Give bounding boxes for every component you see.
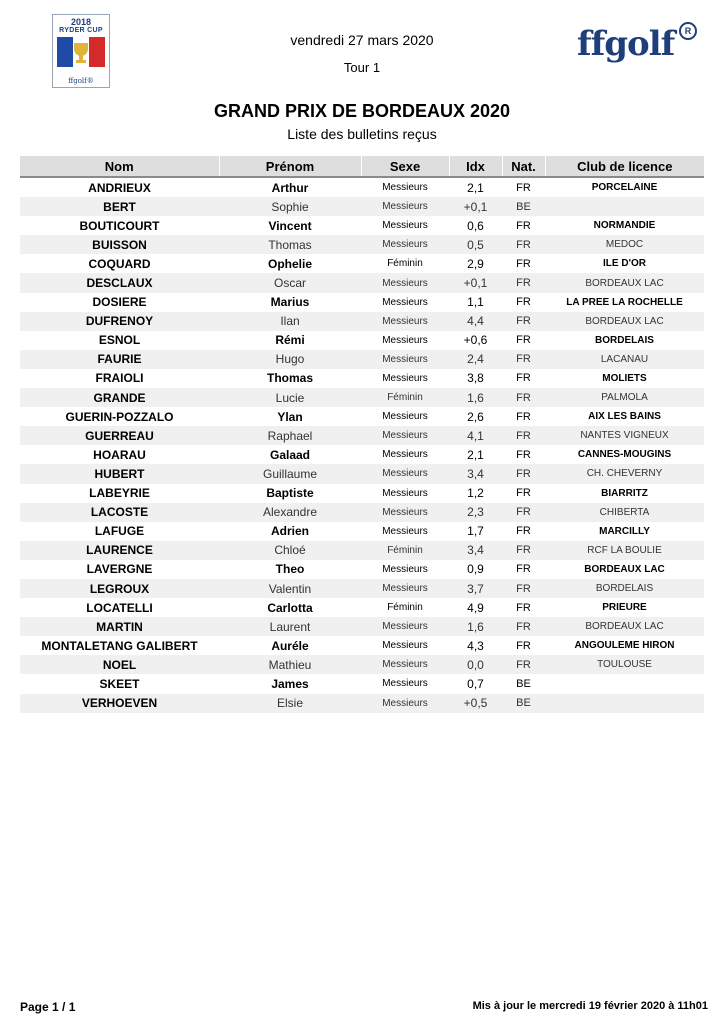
cell-nom: LABEYRIE <box>89 486 150 501</box>
cell-nat: FR <box>502 312 545 331</box>
cell-nom: LOCATELLI <box>86 600 153 615</box>
cell-nom: GUERREAU <box>20 426 219 445</box>
cell-sexe: Messieurs <box>382 487 428 499</box>
cell-nat: FR <box>516 410 531 423</box>
cell-nom: GRANDE <box>20 388 219 407</box>
table-row <box>20 216 704 235</box>
cell-club: MARCILLY <box>599 525 650 537</box>
cell-prenom: Auréle <box>271 638 309 653</box>
cell-sexe: Messieurs <box>361 235 449 254</box>
table-row <box>20 503 704 522</box>
cell-idx: 3,7 <box>449 579 502 598</box>
cell-nat: FR <box>516 296 531 309</box>
cell-nom: HOARAU <box>93 447 146 462</box>
cell-prenom: Marius <box>270 295 310 310</box>
cell-nat: FR <box>502 541 545 560</box>
cell-nom: DOSIERE <box>92 295 147 310</box>
table-row <box>20 522 704 541</box>
cell-club <box>545 694 704 713</box>
cell-prenom: Hugo <box>219 350 361 369</box>
table-row <box>20 177 704 197</box>
cell-prenom: Laurent <box>219 617 361 636</box>
cell-idx: 0,0 <box>449 655 502 674</box>
cell-nat: FR <box>502 235 545 254</box>
cell-club: MEDOC <box>545 235 704 254</box>
registered-mark-icon: R <box>679 22 697 40</box>
cell-nom: VERHOEVEN <box>20 694 219 713</box>
cell-sexe: Messieurs <box>382 372 428 384</box>
column-header-club: Club de licence <box>545 156 704 177</box>
cell-nat: FR <box>516 487 531 500</box>
cell-sexe: Messieurs <box>382 449 428 461</box>
cell-nom: BERT <box>20 197 219 216</box>
column-header-idx: Idx <box>449 156 502 177</box>
cell-idx: 2,1 <box>467 180 484 195</box>
cell-nat: BE <box>502 694 545 713</box>
cell-prenom: Arthur <box>271 180 309 195</box>
cell-club: BORDELAIS <box>545 579 704 598</box>
cell-sexe: Messieurs <box>361 197 449 216</box>
cell-prenom: Guillaume <box>219 464 361 483</box>
trophy-flag-icon <box>57 37 105 67</box>
cell-club: MOLIETS <box>602 372 647 384</box>
cell-club: BIARRITZ <box>601 487 648 499</box>
cell-nat: FR <box>516 372 531 385</box>
cell-nat: FR <box>516 181 531 194</box>
cell-prenom: Raphael <box>219 426 361 445</box>
cell-club: TOULOUSE <box>545 655 704 674</box>
table-row <box>20 197 704 216</box>
cell-nom: DESCLAUX <box>20 273 219 292</box>
cell-club: ANGOULEME HIRON <box>574 640 675 652</box>
cell-nat: FR <box>516 448 531 461</box>
cell-club: NANTES VIGNEUX <box>545 426 704 445</box>
cell-sexe: Féminin <box>361 541 449 560</box>
cell-prenom: Galaad <box>269 447 311 462</box>
table-row <box>20 674 704 693</box>
cell-nat: FR <box>516 525 531 538</box>
cell-sexe: Messieurs <box>361 426 449 445</box>
cell-prenom: Carlotta <box>267 600 313 615</box>
ffgolf-logo <box>577 22 697 72</box>
cell-nom: BUISSON <box>20 235 219 254</box>
cell-nat: FR <box>502 464 545 483</box>
cell-nom: LAFUGE <box>94 524 145 539</box>
cell-sexe: Messieurs <box>382 525 428 537</box>
cell-sexe: Messieurs <box>361 694 449 713</box>
cell-prenom: Chloé <box>219 541 361 560</box>
cell-club: BORDEAUX LAC <box>545 312 704 331</box>
cell-club: PALMOLA <box>545 388 704 407</box>
cell-club <box>545 197 704 216</box>
cell-sexe: Messieurs <box>382 334 428 346</box>
cell-nat: FR <box>502 350 545 369</box>
cell-nom: MONTALETANG GALIBERT <box>41 638 198 653</box>
cell-nom: COQUARD <box>88 256 151 271</box>
cell-nat: FR <box>516 219 531 232</box>
cell-prenom: Valentin <box>219 579 361 598</box>
cell-prenom: Ophelie <box>267 256 312 271</box>
table-row <box>20 331 704 350</box>
cell-idx: 1,2 <box>467 486 484 501</box>
column-header-prenom: Prénom <box>219 156 361 177</box>
cell-club <box>545 674 704 693</box>
cell-idx: 1,1 <box>467 295 484 310</box>
cell-club: LACANAU <box>545 350 704 369</box>
cell-club: NORMANDIE <box>593 220 656 232</box>
logo-year: 2018 <box>70 17 92 27</box>
cell-prenom: Elsie <box>219 694 361 713</box>
table-row <box>20 273 704 292</box>
cell-idx: 2,9 <box>467 256 484 271</box>
cell-idx: +0,6 <box>463 333 488 348</box>
cell-nom: SKEET <box>99 676 140 691</box>
cell-club: RCF LA BOULIE <box>545 541 704 560</box>
cell-club: PRIEURE <box>602 602 647 614</box>
table-row <box>20 464 704 483</box>
table-row <box>20 598 704 617</box>
cell-prenom: Adrien <box>270 524 309 539</box>
cell-club: BORDEAUX LAC <box>545 273 704 292</box>
cell-idx: 1,6 <box>449 388 502 407</box>
cell-prenom: Theo <box>275 562 305 577</box>
table-row <box>20 426 704 445</box>
cell-nat: FR <box>502 503 545 522</box>
table-row <box>20 388 704 407</box>
cell-nom: MARTIN <box>20 617 219 636</box>
page-subtitle: Liste des bulletins reçus <box>287 126 437 142</box>
cell-prenom: Sophie <box>219 197 361 216</box>
cell-sexe: Messieurs <box>361 579 449 598</box>
last-updated: Mis à jour le mercredi 19 février 2020 à 11h01 <box>472 1000 708 1012</box>
cell-sexe: Messieurs <box>382 182 428 194</box>
cell-prenom: Thomas <box>266 371 313 386</box>
cell-nat: BE <box>516 677 531 690</box>
cell-club: AIX LES BAINS <box>588 411 661 423</box>
cell-idx: 4,4 <box>449 312 502 331</box>
table-row <box>20 312 704 331</box>
table-row <box>20 445 704 464</box>
cell-nom: FRAIOLI <box>95 371 144 386</box>
cell-nat: BE <box>502 197 545 216</box>
cell-prenom: Vincent <box>268 218 312 233</box>
table-row <box>20 407 704 426</box>
cell-prenom: Thomas <box>219 235 361 254</box>
cell-prenom: Mathieu <box>219 655 361 674</box>
cell-idx: 2,4 <box>449 350 502 369</box>
table-row <box>20 235 704 254</box>
entries-table <box>20 156 704 713</box>
cell-prenom: Oscar <box>219 273 361 292</box>
cell-idx: 2,3 <box>449 503 502 522</box>
cell-nat: FR <box>502 388 545 407</box>
logo-brand: ffgolf® <box>68 77 94 85</box>
column-header-sexe: Sexe <box>361 156 449 177</box>
table-row <box>20 484 704 503</box>
cell-sexe: Messieurs <box>382 678 428 690</box>
cell-prenom: Baptiste <box>266 486 314 501</box>
cell-idx: 0,9 <box>467 562 484 577</box>
cell-prenom: Lucie <box>219 388 361 407</box>
cell-nom: GUERIN-POZZALO <box>65 409 174 424</box>
cell-nom: LACOSTE <box>20 503 219 522</box>
cell-prenom: Ilan <box>219 312 361 331</box>
cell-sexe: Messieurs <box>382 563 428 575</box>
cell-nat: FR <box>502 617 545 636</box>
ryder-cup-logo <box>52 14 110 88</box>
table-row <box>20 350 704 369</box>
cell-nat: FR <box>516 639 531 652</box>
cell-sexe: Féminin <box>387 258 423 270</box>
cell-prenom: James <box>271 676 309 691</box>
cell-nom: ESNOL <box>98 333 141 348</box>
cell-sexe: Messieurs <box>361 503 449 522</box>
cell-idx: 0,5 <box>449 235 502 254</box>
cell-nat: FR <box>502 579 545 598</box>
cell-nat: FR <box>502 655 545 674</box>
cell-club: BORDEAUX LAC <box>545 617 704 636</box>
column-header-nom: Nom <box>20 156 219 177</box>
cell-sexe: Messieurs <box>382 296 428 308</box>
cell-nat: FR <box>502 273 545 292</box>
cell-sexe: Messieurs <box>382 411 428 423</box>
cell-club: CHIBERTA <box>545 503 704 522</box>
round-label: Tour 1 <box>343 60 381 75</box>
cell-idx: +0,1 <box>449 197 502 216</box>
cell-sexe: Messieurs <box>361 273 449 292</box>
cell-nat: FR <box>516 563 531 576</box>
table-row <box>20 560 704 579</box>
cell-nom: LAVERGNE <box>86 562 153 577</box>
cell-idx: 0,7 <box>467 676 484 691</box>
cell-idx: +0,1 <box>449 273 502 292</box>
cell-nat: FR <box>516 334 531 347</box>
cell-sexe: Messieurs <box>361 312 449 331</box>
cell-idx: 2,1 <box>467 447 484 462</box>
cell-idx: 1,7 <box>467 524 484 539</box>
cell-idx: 4,1 <box>449 426 502 445</box>
cell-nat: FR <box>516 257 531 270</box>
cell-club: ILE D'OR <box>603 258 646 270</box>
table-row <box>20 636 704 655</box>
table-row <box>20 579 704 598</box>
cell-idx: 1,6 <box>449 617 502 636</box>
cell-prenom: Rémi <box>275 333 305 348</box>
cell-sexe: Messieurs <box>382 640 428 652</box>
table-header-row <box>20 156 704 177</box>
table-row <box>20 617 704 636</box>
cell-nom: LEGROUX <box>20 579 219 598</box>
cell-sexe: Messieurs <box>361 655 449 674</box>
cell-club: CH. CHEVERNY <box>545 464 704 483</box>
cell-nat: FR <box>516 601 531 614</box>
cell-idx: 4,9 <box>467 600 484 615</box>
cell-idx: 2,6 <box>467 409 484 424</box>
cell-idx: 3,4 <box>449 541 502 560</box>
cell-sexe: Messieurs <box>361 617 449 636</box>
cell-idx: 0,6 <box>467 218 484 233</box>
cell-club: LA PREE LA ROCHELLE <box>566 296 683 308</box>
cell-nom: NOEL <box>20 655 219 674</box>
cell-nom: HUBERT <box>20 464 219 483</box>
cell-idx: 3,8 <box>467 371 484 386</box>
cell-club: PORCELAINE <box>591 182 658 194</box>
table-row <box>20 369 704 388</box>
page-title: GRAND PRIX DE BORDEAUX 2020 <box>213 101 511 121</box>
cell-club: BORDEAUX LAC <box>584 563 665 575</box>
cell-nom: FAURIE <box>20 350 219 369</box>
cell-nat: FR <box>502 426 545 445</box>
cell-prenom: Alexandre <box>219 503 361 522</box>
table-row <box>20 254 704 273</box>
column-header-nat: Nat. <box>502 156 545 177</box>
cell-nom: ANDRIEUX <box>88 180 151 195</box>
cell-prenom: Ylan <box>277 409 303 424</box>
cell-nom: LAURENCE <box>20 541 219 560</box>
cell-sexe: Féminin <box>387 602 423 614</box>
table-row <box>20 694 704 713</box>
cell-idx: 3,4 <box>449 464 502 483</box>
table-row <box>20 541 704 560</box>
cell-nom: DUFRENOY <box>20 312 219 331</box>
cell-nom: BOUTICOURT <box>79 218 160 233</box>
page-number: Page 1 / 1 <box>20 1000 76 1014</box>
cell-club: BORDELAIS <box>595 334 654 346</box>
table-row <box>20 293 704 312</box>
table-row <box>20 655 704 674</box>
event-date: vendredi 27 mars 2020 <box>290 32 434 48</box>
logo-event: RYDER CUP <box>59 27 103 34</box>
cell-club: CANNES-MOUGINS <box>577 449 672 461</box>
cell-idx: 4,3 <box>467 638 484 653</box>
cell-sexe: Féminin <box>361 388 449 407</box>
ffgolf-wordmark: ffgolf <box>577 24 675 64</box>
cell-sexe: Messieurs <box>382 220 428 232</box>
cell-sexe: Messieurs <box>361 350 449 369</box>
cell-idx: +0,5 <box>449 694 502 713</box>
cell-sexe: Messieurs <box>361 464 449 483</box>
